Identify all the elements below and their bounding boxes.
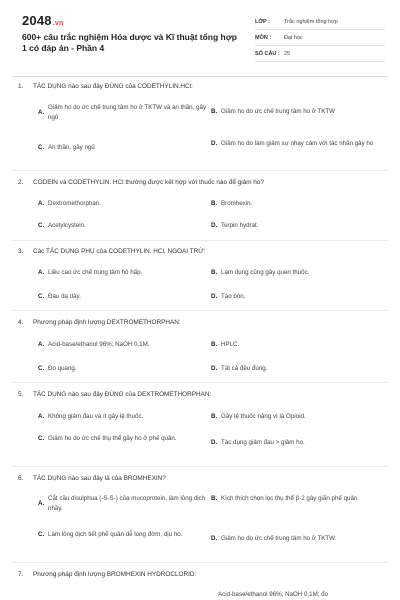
option-letter: B.: [211, 269, 218, 277]
option-text: Acetylcystein.: [48, 222, 86, 229]
option-letter: C.: [38, 144, 45, 152]
option-b[interactable]: [211, 412, 383, 422]
option-text: Gây lệ thuốc nặng vì là Opioid.: [221, 413, 306, 420]
question-text: TÁC DỤNG nào sau đây là của BROMHEXIN?: [33, 475, 166, 482]
option-letter: A.: [38, 500, 45, 507]
header: [0, 0, 400, 78]
question-stem: [18, 178, 392, 187]
option-letter: B.: [211, 341, 218, 349]
question-divider: [12, 240, 388, 241]
question-5: [18, 390, 392, 399]
question-4: [18, 318, 392, 327]
question-stem: [18, 318, 392, 327]
option-text: Terpin hydrat.: [221, 222, 259, 229]
option-text: Giảm ho do ức chế trung tâm ho ở TKTW và an thần, gây ngủ: [48, 104, 207, 121]
question-stem: [18, 570, 392, 579]
option-text: Làm lỏng dịch tiết phế quản dễ long đờm, dịu ho.: [48, 531, 183, 538]
option-c[interactable]: [38, 221, 210, 231]
option-text: Tất cả đều đúng.: [221, 365, 268, 372]
question-text: TÁC DỤNG nào sau đây ĐÚNG của CODETHYLIN.HCl:: [33, 83, 193, 90]
option-letter: C.: [38, 531, 45, 539]
option-text: Giảm ho do ức chế thụ thể gây ho ở phế quản.: [48, 435, 177, 442]
option-letter: B.: [211, 413, 218, 421]
question-stem: [18, 82, 392, 91]
option-letter: D.: [211, 293, 218, 301]
question-text: CODEIN và CODETHYLIN. HCl thường được kết hợp với thuốc nào để giảm ho?: [33, 179, 264, 186]
option-b[interactable]: [218, 590, 390, 600]
info-row-count: [255, 46, 385, 62]
logo-suffix: .vn: [52, 20, 64, 27]
option-letter: A.: [38, 413, 45, 421]
question-3: [18, 247, 392, 256]
option-text: Giảm ho do làm giảm sự nhạy cảm với tác nhân gây ho: [221, 140, 374, 147]
option-c[interactable]: [38, 143, 210, 153]
option-d[interactable]: [211, 139, 383, 149]
option-text: Dextromethorphan.: [48, 200, 101, 207]
question-1: [18, 82, 392, 91]
question-number: 7.: [18, 571, 24, 578]
option-b[interactable]: [211, 107, 383, 117]
option-text: HPLC.: [221, 341, 240, 348]
option-a[interactable]: [38, 268, 210, 278]
option-letter: A.: [38, 200, 45, 208]
option-c[interactable]: [38, 434, 210, 444]
option-letter: D.: [211, 222, 218, 230]
option-d[interactable]: [211, 438, 383, 448]
option-text: Táo bón.: [221, 293, 246, 300]
info-row-subject: [255, 30, 385, 46]
option-a[interactable]: [38, 494, 210, 513]
question-7: [18, 570, 392, 579]
option-text: An thần, gây ngủ: [48, 144, 95, 151]
question-divider: [12, 466, 388, 467]
option-c[interactable]: [38, 292, 210, 302]
option-letter: C.: [38, 222, 45, 230]
question-number: 2.: [18, 179, 24, 186]
option-letter: D.: [211, 140, 218, 148]
option-b[interactable]: [211, 268, 383, 278]
header-divider: [12, 76, 388, 77]
info-label: SỐ CÂU :: [255, 50, 280, 57]
option-letter: D.: [211, 365, 218, 373]
option-text: Liều cao ức chế trung tâm hô hấp.: [48, 269, 143, 276]
option-letter: C.: [38, 435, 45, 443]
question-text: TÁC DỤNG nào sau đây ĐÚNG của DEXTROMETHORPHAN:: [33, 391, 212, 398]
question-divider: [12, 562, 388, 563]
question-divider: [12, 170, 388, 171]
option-text: Kích thích chọn lọc thụ thể β-2 gây giãn phế quản.: [221, 495, 360, 502]
option-b[interactable]: [211, 340, 383, 350]
option-text: Cắt cầu disulphua (-S-S-) của mucoprotein, làm lỏng dịch nhầy.: [48, 495, 206, 512]
info-value: Trắc nghiệm tổng hợp: [284, 18, 338, 25]
option-letter: A.: [38, 109, 45, 116]
option-b[interactable]: [211, 199, 383, 209]
option-a[interactable]: [38, 103, 210, 122]
question-number: 5.: [18, 391, 24, 398]
option-a[interactable]: [38, 340, 210, 350]
option-c[interactable]: [38, 364, 210, 374]
option-text: Giảm ho do ức chế trung tâm ho ở TKTW: [221, 108, 336, 115]
option-text: Bromhexin.: [221, 200, 253, 207]
question-divider: [12, 382, 388, 383]
option-text: Acid-base/ethanol 96%; NaOH 0,1M.: [48, 341, 150, 348]
question-number: 4.: [18, 319, 24, 326]
site-logo[interactable]: [22, 13, 63, 28]
question-6: [18, 474, 392, 483]
option-text: Đo quang.: [48, 365, 77, 372]
option-d[interactable]: [211, 292, 383, 302]
info-value: Đại học: [284, 34, 303, 41]
option-b[interactable]: [211, 494, 383, 504]
option-text: Lạm dụng cũng gây quen thuốc.: [221, 269, 310, 276]
option-text: Acid-base/ethanol 96%; NaOH 0,1M; đo: [218, 591, 329, 598]
question-number: 3.: [18, 248, 24, 255]
logo-text: 2048: [22, 13, 52, 28]
info-value: 25: [284, 50, 291, 57]
question-text: Phương pháp định lượng DEXTROMETHORPHAN:: [33, 319, 181, 326]
option-text: Không giảm đau và ít gây lệ thuốc.: [48, 413, 144, 420]
option-letter: B.: [211, 200, 218, 208]
question-number: 1.: [18, 83, 24, 90]
option-letter: D.: [211, 535, 218, 543]
option-d[interactable]: [211, 534, 383, 544]
question-2: [18, 178, 392, 187]
option-a[interactable]: [38, 199, 210, 209]
option-letter: B.: [211, 108, 218, 116]
question-stem: [18, 474, 392, 483]
option-letter: C.: [38, 293, 45, 301]
option-text: Giảm ho do ức chế trung tâm ho ở TKTW.: [221, 535, 337, 542]
option-letter: D.: [211, 439, 218, 447]
info-table: [255, 14, 385, 62]
option-text: Đau dạ dày.: [48, 293, 81, 300]
info-label: LỚP :: [255, 18, 270, 25]
question-divider: [12, 310, 388, 311]
info-label: MÔN :: [255, 34, 272, 41]
option-d[interactable]: [211, 221, 383, 231]
option-letter: A.: [38, 341, 45, 349]
option-letter: B.: [211, 495, 218, 503]
question-number: 6.: [18, 475, 24, 482]
option-c[interactable]: [38, 530, 210, 540]
option-d[interactable]: [211, 364, 383, 374]
option-a[interactable]: [38, 412, 210, 422]
question-stem: [18, 390, 392, 399]
question-text: Các TÁC DỤNG PHỤ của CODETHYLIN. HCl, NGOẠI TRỪ:: [33, 248, 206, 255]
info-row-class: [255, 14, 385, 30]
page-title: 600+ câu trắc nghiệm Hóa dược và Kĩ thuật tổng hợp 1 có đáp án - Phần 4: [22, 32, 237, 53]
option-text: Tác dụng giảm đau > giảm ho.: [221, 439, 305, 446]
option-letter: A.: [38, 269, 45, 277]
question-text: Phương pháp định lượng BROMHEXIN HYDROCLORID:: [33, 571, 197, 578]
option-letter: C.: [38, 365, 45, 373]
question-stem: [18, 247, 392, 256]
